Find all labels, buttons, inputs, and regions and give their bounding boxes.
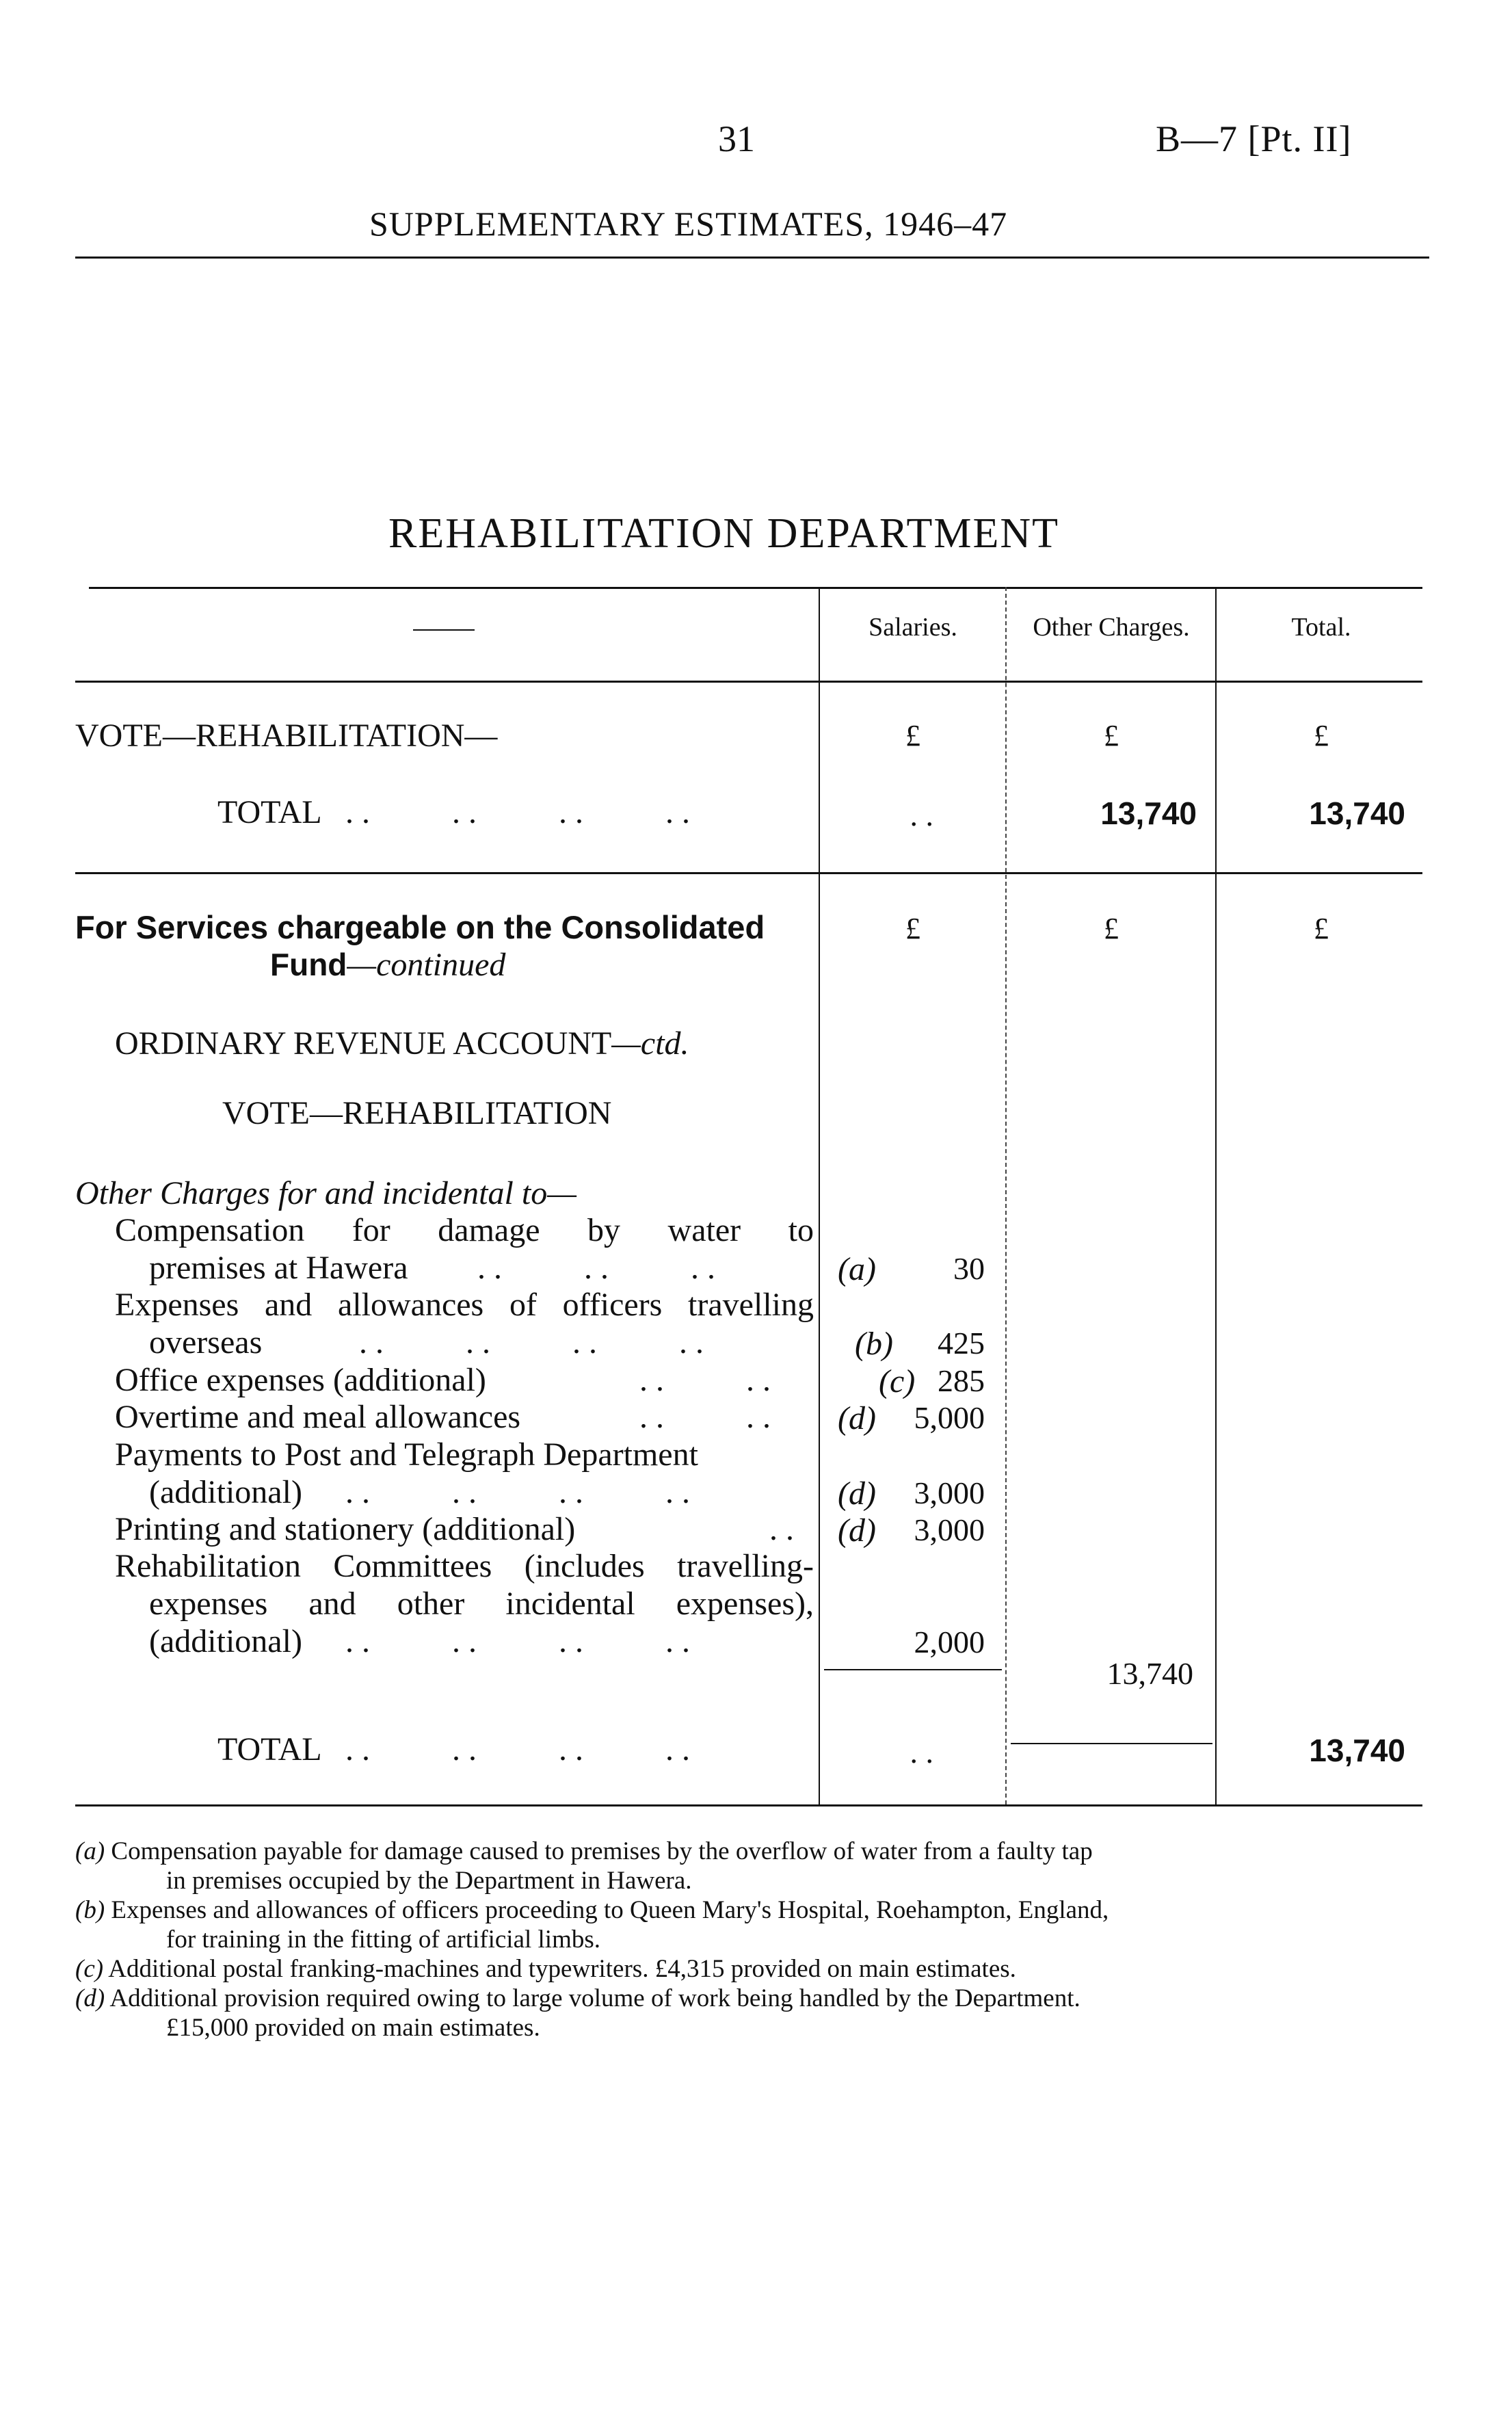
footnote-b-mark: (b) (75, 1896, 105, 1924)
detail-currency-total: £ (1314, 912, 1329, 945)
summary-vote-label: VOTE—REHABILITATION— (75, 718, 498, 754)
table-top-rule (89, 587, 1422, 589)
item-1-note: (a) (838, 1251, 876, 1287)
item-6-line1: Printing and stationery (additional) (115, 1511, 576, 1547)
header-placeholder-dash (413, 629, 475, 631)
detail-total-leader: . . . . . . . . (345, 1731, 690, 1767)
page-number: 31 (718, 118, 755, 159)
col-sep-salaries (1005, 587, 1007, 1804)
services-heading-line2 (270, 946, 505, 984)
footnote-a-line1: Compensation payable for damage caused to premises by the overflow of water from a faulty tap (111, 1837, 1093, 1865)
summary-currency-salaries: £ (905, 719, 920, 752)
item-4-leader: . . . . (639, 1399, 771, 1435)
summary-total-value: 13,740 (1309, 796, 1405, 831)
account-heading-text: ORDINARY REVENUE ACCOUNT (115, 1025, 612, 1062)
footnote-c (75, 1954, 1429, 1984)
item-6-leader: . . (769, 1511, 794, 1547)
page-subtitle: SUPPLEMENTARY ESTIMATES, 1946–47 (369, 205, 1008, 243)
footnote-d-line2: £15,000 provided on main estimates. (166, 2014, 540, 2042)
item-1-value: 30 (953, 1251, 985, 1286)
item-6-value: 3,000 (914, 1512, 985, 1547)
footnote-d (75, 1984, 1429, 2014)
item-7-value: 2,000 (914, 1625, 985, 1659)
item-7-line3: (additional) (149, 1623, 302, 1659)
item-5-leader: . . . . . . . . (345, 1474, 690, 1510)
footnote-d-line1: Additional provision required owing to large volume of work being handled by the Department. (109, 1984, 1080, 2012)
services-heading-continued: —continued (347, 947, 506, 983)
footnote-c-mark: (c) (75, 1955, 104, 1983)
item-6-note: (d) (838, 1512, 876, 1549)
other-charges-total-rule (1011, 1743, 1212, 1744)
footnote-b (75, 1895, 1429, 1926)
col-header-salaries: Salaries. (868, 613, 957, 642)
header-bottom-rule (75, 681, 1422, 683)
item-2-line1: Expenses and allowances of officers travelling (115, 1287, 814, 1323)
salaries-subtotal-rule (824, 1669, 1002, 1670)
summary-other-charges-value: 13,740 (1100, 796, 1197, 831)
summary-total-label: TOTAL (217, 794, 322, 830)
item-7-line2: expenses and other incidental expenses), (149, 1586, 814, 1622)
detail-currency-other: £ (1104, 912, 1119, 945)
col-header-total: Total. (1291, 613, 1351, 642)
item-5-line2: (additional) (149, 1474, 302, 1510)
item-1-leader: . . . . . . (477, 1250, 715, 1286)
item-5-value: 3,000 (914, 1475, 985, 1510)
summary-bottom-rule (75, 872, 1422, 874)
item-4-value: 5,000 (914, 1400, 985, 1435)
item-1-line1: Compensation for damage by water to (115, 1212, 814, 1248)
summary-total-leader: . . . . . . . . (345, 794, 690, 830)
summary-currency-other: £ (1104, 719, 1119, 752)
summary-salaries-value: . . (910, 798, 933, 832)
item-3-line1: Office expenses (additional) (115, 1362, 486, 1398)
vote-heading: VOTE—REHABILITATION (222, 1095, 612, 1131)
header-rule (75, 257, 1429, 259)
item-2-note: (b) (855, 1326, 893, 1362)
footnote-c-line1: Additional postal franking-machines and typewriters. £4,315 provided on main estimates. (108, 1955, 1016, 1983)
footnote-b-line2: for training in the fitting of artificial limbs. (166, 1926, 601, 1954)
page-reference: B—7 [Pt. II] (1156, 118, 1352, 159)
account-heading (115, 1025, 689, 1062)
col-sep-other (1215, 587, 1217, 1804)
item-4-line1: Overtime and meal allowances (115, 1399, 521, 1435)
item-7-leader: . . . . . . . . (345, 1623, 690, 1659)
department-title: REHABILITATION DEPARTMENT (388, 510, 1060, 557)
footnote-a-line2: in premises occupied by the Department in Hawera. (166, 1867, 692, 1895)
item-3-leader: . . . . (639, 1362, 771, 1398)
footnote-d-mark: (d) (75, 1984, 105, 2012)
item-4-note: (d) (838, 1400, 876, 1436)
item-1-line2: premises at Hawera (149, 1250, 408, 1286)
item-7-line1: Rehabilitation Committees (includes travelling- (115, 1548, 814, 1584)
col-sep-label (819, 587, 820, 1804)
services-heading-fund: Fund (270, 947, 347, 982)
item-2-leader: . . . . . . . . (359, 1324, 704, 1361)
footnote-a-mark: (a) (75, 1837, 105, 1865)
item-5-line1: Payments to Post and Telegraph Department (115, 1436, 698, 1473)
table-bottom-rule (75, 1804, 1422, 1806)
col-header-other-charges: Other Charges. (1033, 613, 1190, 642)
other-charges-subtotal: 13,740 (1106, 1656, 1193, 1691)
summary-currency-total: £ (1314, 719, 1329, 752)
item-2-value: 425 (938, 1326, 985, 1361)
item-5-note: (d) (838, 1475, 876, 1512)
item-2-line2: overseas (149, 1324, 263, 1361)
detail-currency-salaries: £ (905, 912, 920, 945)
item-3-note: (c) (879, 1363, 916, 1399)
services-heading: For Services chargeable on the Consolidated (75, 909, 765, 945)
detail-total-label: TOTAL (217, 1731, 322, 1767)
detail-salaries-total: . . (910, 1735, 933, 1770)
other-charges-intro: Other Charges for and incidental to— (75, 1175, 576, 1211)
item-3-value: 285 (938, 1363, 985, 1398)
footnote-a (75, 1837, 1429, 1867)
detail-total-value: 13,740 (1309, 1733, 1405, 1768)
footnote-b-line1: Expenses and allowances of officers proceeding to Queen Mary's Hospital, Roehampton, England, (111, 1896, 1109, 1924)
account-heading-ctd: —ctd. (611, 1025, 689, 1062)
